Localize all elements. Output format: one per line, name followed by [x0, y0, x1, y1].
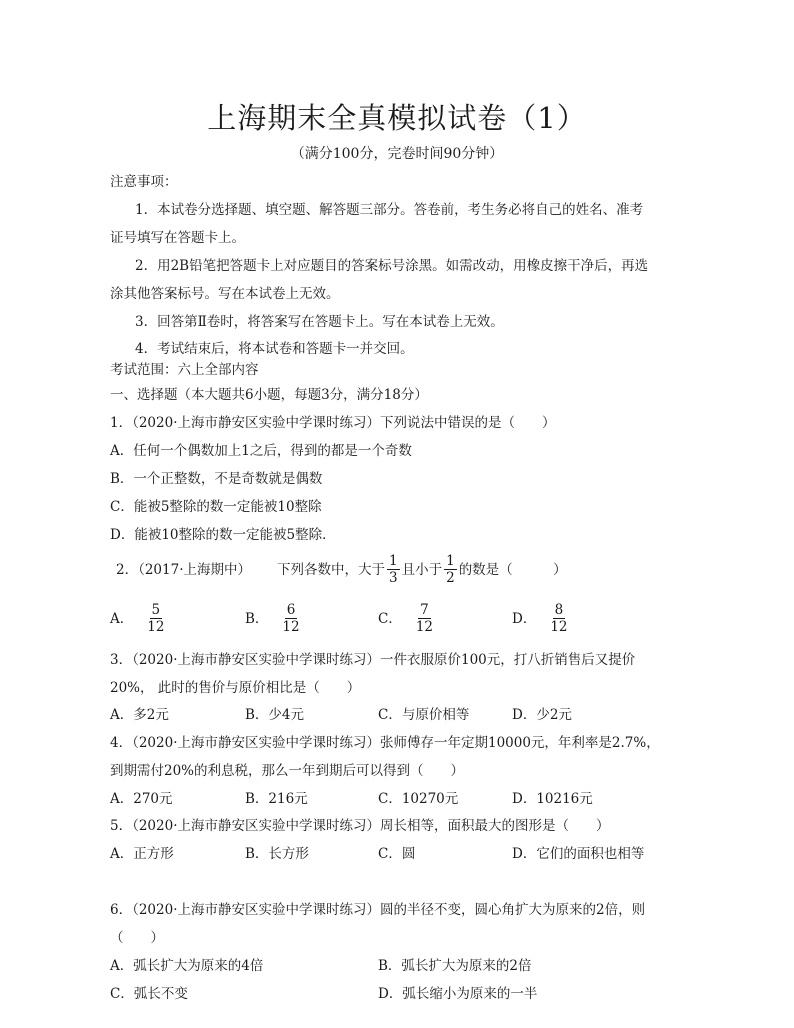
question-4-option-b: B．216元	[245, 791, 308, 807]
question-5-stem: 5．（2020·上海市静安区实验中学课时练习）周长相等，面积最大的图形是（ ）	[110, 818, 610, 834]
question-4-option-d: D．10216元	[512, 791, 593, 807]
question-2-option-d: D． $\frac{8}{12}$	[512, 602, 568, 635]
question-6-stem: 6．（2020·上海市静安区实验中学课时练习）圆的半径不变，圆心角扩大为原来的2倍，则	[110, 902, 646, 918]
question-2-text-before: 下列各数中，大于	[277, 561, 385, 578]
question-3-stem: 3．（2020·上海市静安区实验中学课时练习）一件衣服原价100元，打八折销售后又提价	[110, 652, 636, 668]
question-6-option-a: A．弧长扩大为原来的4倍	[110, 958, 264, 974]
question-5-option-a: A．正方形	[110, 846, 174, 862]
notice-item: 证号填写在答题卡上。	[110, 230, 245, 246]
question-2-text-after: 的数是（ ）	[458, 561, 567, 578]
fraction-one-third: $\frac{1}{3}$	[389, 553, 398, 586]
question-4-option-a: A．270元	[110, 791, 173, 807]
question-3-option-d: D．少2元	[512, 707, 572, 723]
section-heading: 一、选择题（本大题共6小题，每题3分，满分18分）	[110, 387, 428, 403]
question-5-option-d: D．它们的面积也相等	[512, 846, 645, 862]
notice-item: 1．本试卷分选择题、填空题、解答题三部分。答卷前，考生务必将自己的姓名、准考	[135, 202, 644, 218]
question-1-stem: 1．（2020·上海市静安区实验中学课时练习）下列说法中错误的是（ ）	[110, 415, 556, 431]
question-6-option-c: C．弧长不变	[110, 986, 188, 1002]
question-6-option-d: D．弧长缩小为原来的一半	[378, 986, 538, 1002]
question-1-option-a: A．任何一个偶数加上1之后，得到的都是一个奇数	[110, 443, 412, 459]
notice-item: 2．用2B铅笔把答题卡上对应题目的答案标号涂黑。如需改动，用橡皮擦干净后，再选	[135, 258, 649, 274]
question-2-prefix: 2．（2017·上海期中）	[116, 561, 251, 578]
question-1-option-b: B．一个正整数，不是奇数就是偶数	[110, 471, 323, 487]
question-1-option-d: D．能被10整除的数一定能被5整除．	[110, 527, 336, 543]
question-5-option-c: C．圆	[378, 846, 416, 862]
question-5-option-b: B．长方形	[245, 846, 309, 862]
notice-heading: 注意事项：	[110, 174, 178, 190]
notice-item: 3．回答第Ⅱ卷时，将答案写在答题卡上。写在本试卷上无效。	[135, 314, 504, 330]
fraction-one-half: $\frac{1}{2}$	[446, 553, 455, 586]
question-3-option-b: B．少4元	[245, 707, 305, 723]
question-1-option-c: C．能被5整除的数一定能被10整除	[110, 499, 322, 515]
page-title: 上海期末全真模拟试卷（1）	[207, 101, 587, 135]
question-2-option-b: B． $\frac{6}{12}$	[245, 602, 300, 635]
question-2-option-c: C． $\frac{7}{12}$	[378, 602, 434, 635]
notice-item: 4．考试结束后，将本试卷和答题卡一并交回。	[135, 341, 414, 357]
question-2-option-a: A． $\frac{5}{12}$	[110, 602, 165, 635]
notice-item: 涂其他答案标号。写在本试卷上无效。	[110, 286, 340, 302]
question-3-option-c: C．与原价相等	[378, 707, 470, 723]
question-4-stem: 4．（2020·上海市静安区实验中学课时练习）张师傅存一年定期10000元，年利率是2.7%，	[110, 735, 660, 751]
question-2-stem	[116, 553, 567, 586]
question-6-option-b: B．弧长扩大为原来的2倍	[378, 958, 532, 974]
page-subtitle: （满分100分，完卷时间90分钟）	[290, 146, 504, 162]
exam-scope: 考试范围：六上全部内容	[110, 362, 259, 378]
question-4-stem-continued: 到期需付20%的利息税，那么一年到期后可以得到（ ）	[110, 763, 465, 779]
question-4-option-c: C．10270元	[378, 791, 459, 807]
question-2-text-middle: 且小于	[401, 561, 443, 578]
question-3-option-a: A．多2元	[110, 707, 169, 723]
question-6-stem-continued: （ ）	[110, 930, 164, 946]
question-3-stem-continued: 20%， 此时的售价与原价相比是（ ）	[110, 680, 361, 696]
